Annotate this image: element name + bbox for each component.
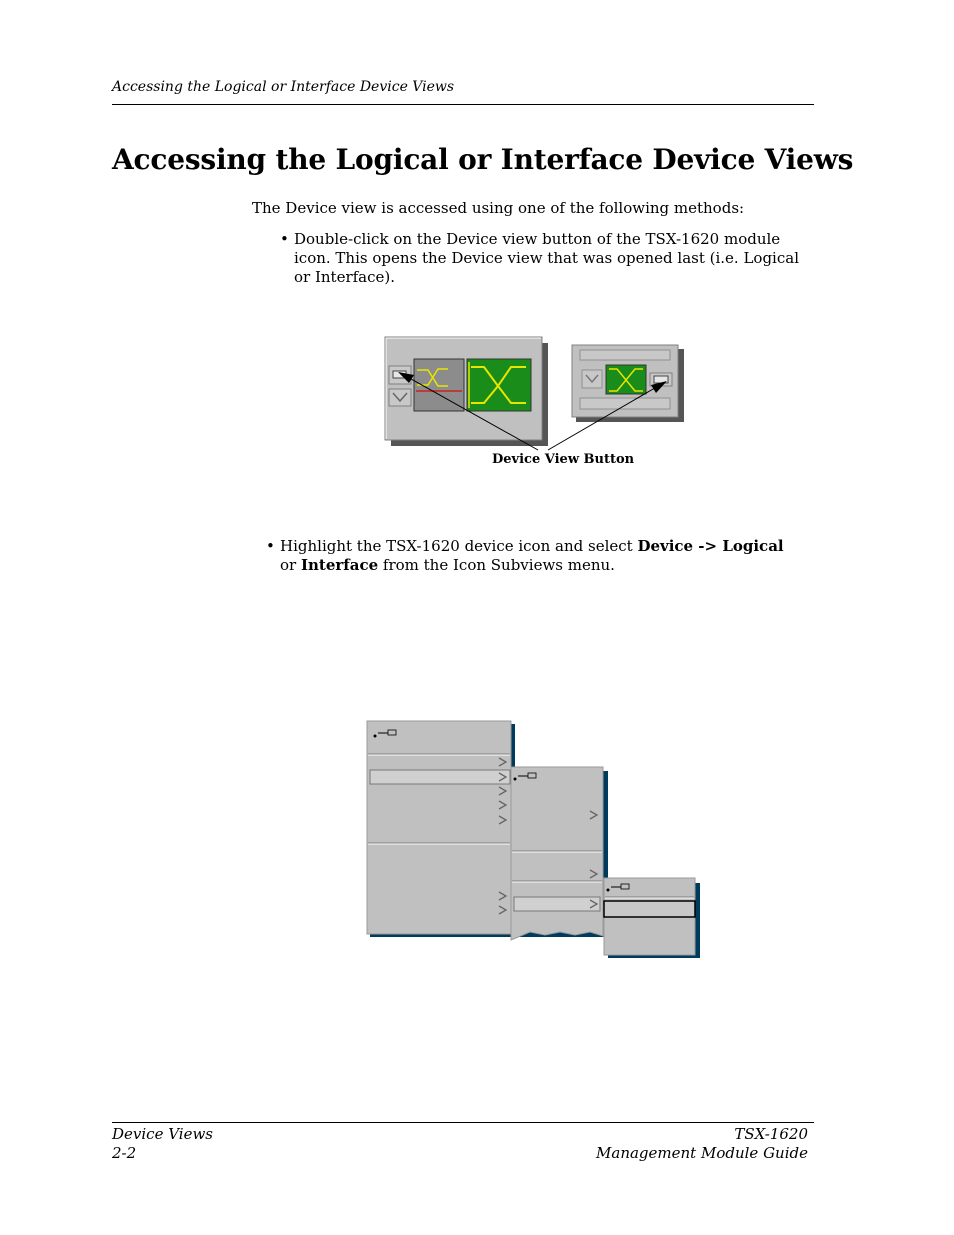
bullet-marker: • [266,537,275,555]
bullet-text: Double-click on the Device view button of the TSX-1620 module icon. This opens the Device view that was opened last (i.e. Logical or Interface). [294,230,799,286]
footer-rule [112,1122,814,1123]
pushpin-icon [374,730,397,738]
bullet-item-highlight [266,537,800,575]
running-header: Accessing the Logical or Interface Device Views [112,79,455,95]
callout-arrows [398,372,667,450]
submenu-device [511,767,608,940]
module-icon-large [385,337,548,446]
bullet-marker: • [280,230,289,248]
submenu-arrow-icons [499,758,506,914]
bullet-text-part: or [280,556,301,574]
header-rule [112,104,814,105]
footer-right [560,1125,808,1163]
footer-page-number: 2-2 [112,1144,137,1162]
figure-caption-device-view-button: Device View Button [492,452,635,467]
bullet-text-part: from the Icon Subviews menu. [378,556,615,574]
footer-guide-title: Management Module Guide [596,1144,808,1162]
intro-paragraph: The Device view is accessed using one of the following methods: [252,199,745,217]
menu-path-interface: Interface [300,556,379,574]
footer-chapter: Device Views [112,1125,214,1143]
context-menu-main [367,721,515,937]
pushpin-icon [514,773,537,781]
page-title: Accessing the Logical or Interface Device Views [112,143,854,176]
footer-left [112,1125,213,1163]
module-icon-small [572,345,684,422]
bullet-text-part: Highlight the TSX-1620 device icon and select [280,537,638,555]
menu-path-device-logical: Device -> Logical [637,537,784,555]
bullet-item-double-click [280,230,814,287]
pushpin-icon [607,884,630,892]
footer-product: TSX-1620 [734,1125,808,1143]
submenu-logical-interface [604,878,700,958]
